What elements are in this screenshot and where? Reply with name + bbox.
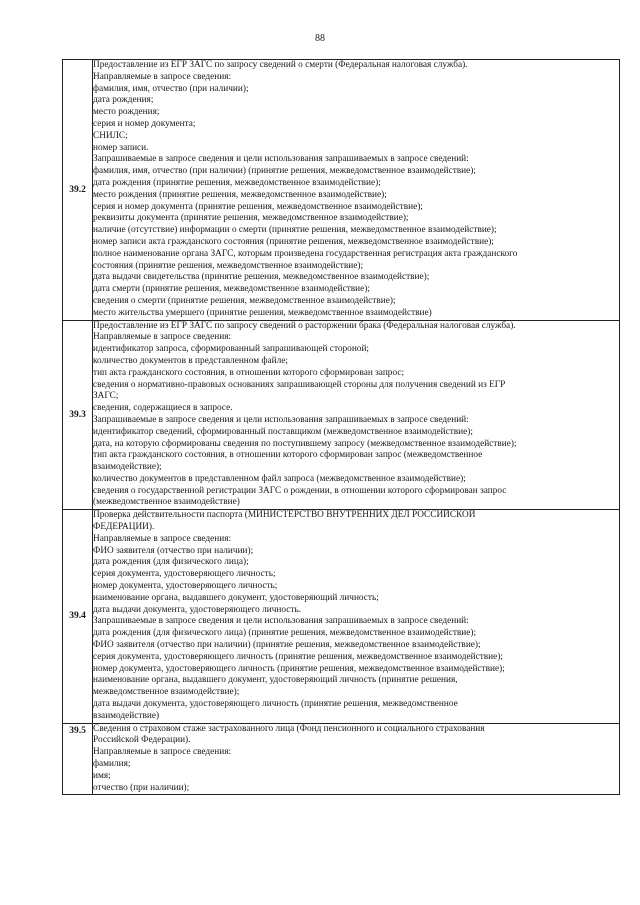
- section-line: Направляемые в запросе сведения:: [93, 71, 232, 82]
- section-line: Запрашиваемые в запросе сведения и цели использования запрашиваемых в запросе сведений:: [93, 154, 469, 165]
- section-line: количество документов в представленном файл запроса (межведомственное взаимодействие);: [93, 473, 466, 484]
- section-line: номер записи.: [93, 142, 149, 153]
- section-line: полное наименование органа ЗАГС, которым произведена государственная регистрация акта гражданского: [93, 248, 518, 259]
- section-line: количество документов в представленном файле;: [93, 355, 288, 366]
- section-line: имя;: [93, 770, 111, 781]
- section-line: отчество (при наличии);: [93, 782, 190, 793]
- services-table: [62, 59, 620, 795]
- section-content: [93, 320, 620, 510]
- section-line: наименование органа, выдавшего документ, удостоверяющий личность;: [93, 592, 379, 603]
- section-number: 39.2: [63, 60, 93, 321]
- section-line: место жительства умершего (принятие решения, межведомственное взаимодействие): [93, 307, 432, 318]
- section-line: дата рождения (для физического лица) (принятие решения, межведомственное взаимодействие);: [93, 628, 477, 639]
- section-line: Проверка действительности паспорта (МИНИСТЕРСТВО ВНУТРЕННИХ ДЕЛ РОССИЙСКОЙ: [93, 510, 476, 521]
- section-line: СНИЛС;: [93, 130, 128, 141]
- section-line: номер документа, удостоверяющего личность (принятие решения, межведомственное взаимодействие);: [93, 663, 505, 674]
- section-line: Направляемые в запросе сведения:: [93, 747, 232, 758]
- section-line: Российской Федерации).: [93, 735, 191, 746]
- section-line: Предоставление из ЕГР ЗАГС по запросу сведений о расторжении брака (Федеральная налоговая служба).: [93, 320, 516, 331]
- section-line: фамилия, имя, отчество (при наличии) (принятие решения, межведомственное взаимодействие);: [93, 166, 476, 177]
- section-line: серия и номер документа (принятие решения, межведомственное взаимодействие);: [93, 201, 423, 212]
- table-row: [63, 320, 620, 510]
- table-row: [63, 723, 620, 795]
- section-number: 39.4: [63, 510, 93, 723]
- section-line: дата рождения (принятие решения, межведомственное взаимодействие);: [93, 177, 381, 188]
- section-line: Направляемые в запросе сведения:: [93, 533, 232, 544]
- section-line: место рождения;: [93, 107, 160, 118]
- section-line: номер записи акта гражданского состояния (принятие решения, межведомственное взаимодействие);: [93, 236, 494, 247]
- section-line: тип акта гражданского состояния, в отношении которого сформирован запрос;: [93, 367, 405, 378]
- section-line: серия документа, удостоверяющего личность;: [93, 569, 276, 580]
- table-row: [63, 510, 620, 723]
- section-line: взаимодействие): [93, 710, 160, 721]
- section-line: Запрашиваемые в запросе сведения и цели использования запрашиваемых в запросе сведений:: [93, 616, 469, 627]
- section-line: дата смерти (принятие решения, межведомственное взаимодействие);: [93, 284, 370, 295]
- section-line: наличие (отсутствие) информации о смерти (принятие решения, межведомственное взаимодействие);: [93, 225, 497, 236]
- section-line: идентификатор запроса, сформированный запрашивающей стороной;: [93, 344, 370, 355]
- section-line: дата выдачи документа, удостоверяющего личность (принятие решения, межведомственное: [93, 699, 458, 710]
- section-line: фамилия;: [93, 759, 131, 770]
- section-line: дата выдачи свидетельства (принятие решения, межведомственное взаимодействие);: [93, 272, 430, 283]
- section-line: дата рождения (для физического лица);: [93, 557, 249, 568]
- section-line: фамилия, имя, отчество (при наличии);: [93, 83, 249, 94]
- section-number: 39.3: [63, 320, 93, 510]
- section-line: Запрашиваемые в запросе сведения и цели использования запрашиваемых в запросе сведений:: [93, 414, 469, 425]
- section-line: межведомственное взаимодействие);: [93, 687, 240, 698]
- section-line: сведения, содержащиеся в запросе.: [93, 403, 233, 414]
- section-line: дата выдачи документа, удостоверяющего личность.: [93, 604, 302, 615]
- section-line: (межведомственное взаимодействие): [93, 497, 240, 508]
- section-line: идентификатор сведений, сформированный поставщиком (межведомственное взаимодействие);: [93, 426, 473, 437]
- section-content: [93, 723, 620, 795]
- table-row: [63, 60, 620, 321]
- section-line: дата, на которую сформированы сведения по поступившему запросу (межведомственное взаимодействие);: [93, 438, 517, 449]
- section-line: серия и номер документа;: [93, 118, 196, 129]
- section-line: Сведения о страховом стаже застрахованного лица (Фонд пенсионного и социального страхования: [93, 723, 485, 734]
- section-line: серия документа, удостоверяющего личность (принятие решения, межведомственное взаимодействие);: [93, 651, 503, 662]
- section-line: сведения о смерти (принятие решения, межведомственное взаимодействие);: [93, 295, 396, 306]
- section-line: Предоставление из ЕГР ЗАГС по запросу сведений о смерти (Федеральная налоговая служба).: [93, 60, 468, 70]
- section-line: место рождения (принятие решения, межведомственное взаимодействие);: [93, 189, 387, 200]
- section-content: [93, 60, 620, 321]
- page-number: 88: [315, 33, 325, 44]
- section-line: Направляемые в запросе сведения:: [93, 332, 232, 343]
- section-line: ЗАГС;: [93, 391, 119, 402]
- section-line: сведения о нормативно-правовых основаниях запрашивающей стороны для получения сведений из ЕГР: [93, 379, 506, 390]
- section-line: наименование органа, выдавшего документ, удостоверяющий личность (принятие решения,: [93, 675, 458, 686]
- section-line: сведения о государственной регистрации ЗАГС о рождении, в отношении которого сформирован запрос: [93, 485, 507, 496]
- section-content: [93, 510, 620, 723]
- section-line: ФИО заявителя (отчество при наличии) (принятие решения, межведомственное взаимодействие);: [93, 640, 481, 651]
- section-line: взаимодействие);: [93, 462, 162, 473]
- section-line: дата рождения;: [93, 95, 154, 106]
- section-line: ФИО заявителя (отчество при наличии);: [93, 545, 254, 556]
- section-number: 39.5: [63, 723, 93, 795]
- section-line: ФЕДЕРАЦИИ).: [93, 522, 155, 533]
- section-line: номер документа, удостоверяющего личность;: [93, 581, 278, 592]
- section-line: состояния (принятие решения, межведомственное взаимодействие);: [93, 260, 364, 271]
- section-line: тип акта гражданского состояния, в отношении которого сформирован запрос (межведомственное: [93, 450, 483, 461]
- section-line: реквизиты документа (принятие решения, межведомственное взаимодействие);: [93, 213, 409, 224]
